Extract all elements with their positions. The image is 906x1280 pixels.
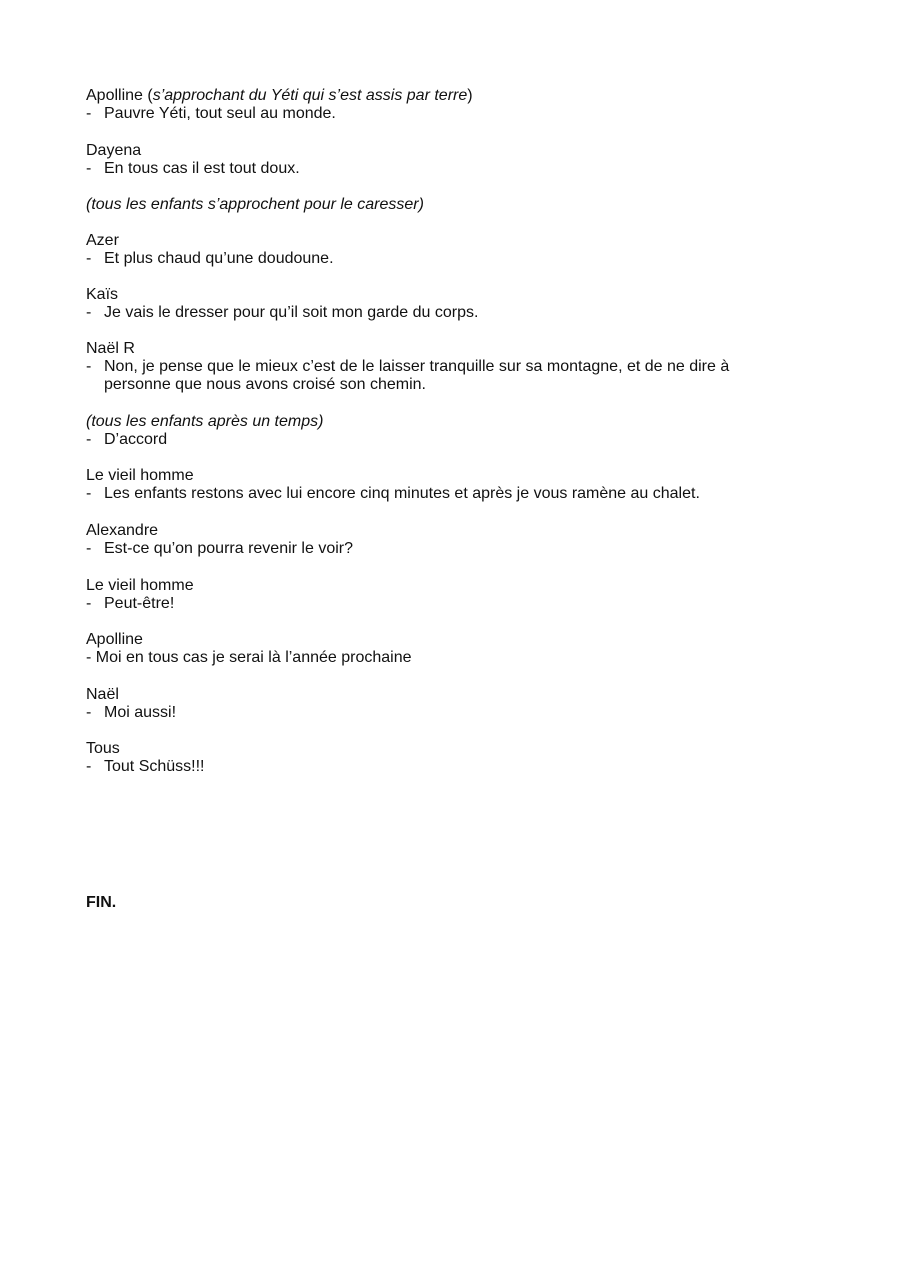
dialogue-line: - Les enfants restons avec lui encore cinq minutes et après je vous ramène au chalet. xyxy=(86,485,700,502)
dialogue-line: - Peut-être! xyxy=(86,595,175,612)
dialogue-line: - Non, je pense que le mieux c’est de le laisser tranquille sur sa montagne, et de ne dire à personne que nous avons croisé son chemin. xyxy=(86,358,730,393)
dialogue-block xyxy=(86,286,776,322)
stage-direction: (tous les enfants après un temps) xyxy=(86,413,324,430)
dialogue-block xyxy=(86,631,776,667)
speaker-name: Alexandre xyxy=(86,522,159,539)
dialogue-block xyxy=(86,577,776,613)
dialogue-line: - Je vais le dresser pour qu’il soit mon garde du corps. xyxy=(86,304,479,321)
dialogue-line: - Et plus chaud qu’une doudoune. xyxy=(86,250,334,267)
dialogue-line: - Moi aussi! xyxy=(86,704,177,721)
dialogue-block xyxy=(86,467,776,503)
dialogue-block xyxy=(86,522,776,558)
dialogue-block xyxy=(86,142,776,178)
speaker-name: Naël xyxy=(86,686,119,703)
speaker-name: Tous xyxy=(86,740,120,757)
dialogue-line: - D’accord xyxy=(86,431,168,448)
dialogue-line: - Moi en tous cas je serai là l’année prochaine xyxy=(86,649,412,666)
speaker-name: Azer xyxy=(86,232,119,249)
speaker-name: Apolline (s’approchant du Yéti qui s’est assis par terre) xyxy=(86,87,473,104)
speaker-name: Apolline xyxy=(86,631,143,648)
dialogue-block xyxy=(86,740,776,776)
speaker-name: Le vieil homme xyxy=(86,577,194,594)
speaker-name: Naël R xyxy=(86,340,135,357)
speaker-name: Dayena xyxy=(86,142,142,159)
stage-direction: (tous les enfants s’approchent pour le caresser) xyxy=(86,196,424,213)
dialogue-block xyxy=(86,686,776,722)
dialogue-block xyxy=(86,413,776,449)
stage-direction: s’approchant du Yéti qui s’est assis par terre xyxy=(152,87,468,104)
dialogue-line: - En tous cas il est tout doux. xyxy=(86,160,300,177)
script-page xyxy=(86,87,776,776)
dialogue-line: - Tout Schüss!!! xyxy=(86,758,205,775)
end-marker: FIN. xyxy=(86,894,117,911)
dialogue-block xyxy=(86,232,776,268)
speaker-name: Le vieil homme xyxy=(86,467,194,484)
dialogue-line: - Est-ce qu’on pourra revenir le voir? xyxy=(86,540,354,557)
dialogue-block xyxy=(86,87,776,124)
speaker-name: Kaïs xyxy=(86,286,119,303)
dialogue-line: - Pauvre Yéti, tout seul au monde. xyxy=(86,105,336,122)
dialogue-block xyxy=(86,340,776,394)
